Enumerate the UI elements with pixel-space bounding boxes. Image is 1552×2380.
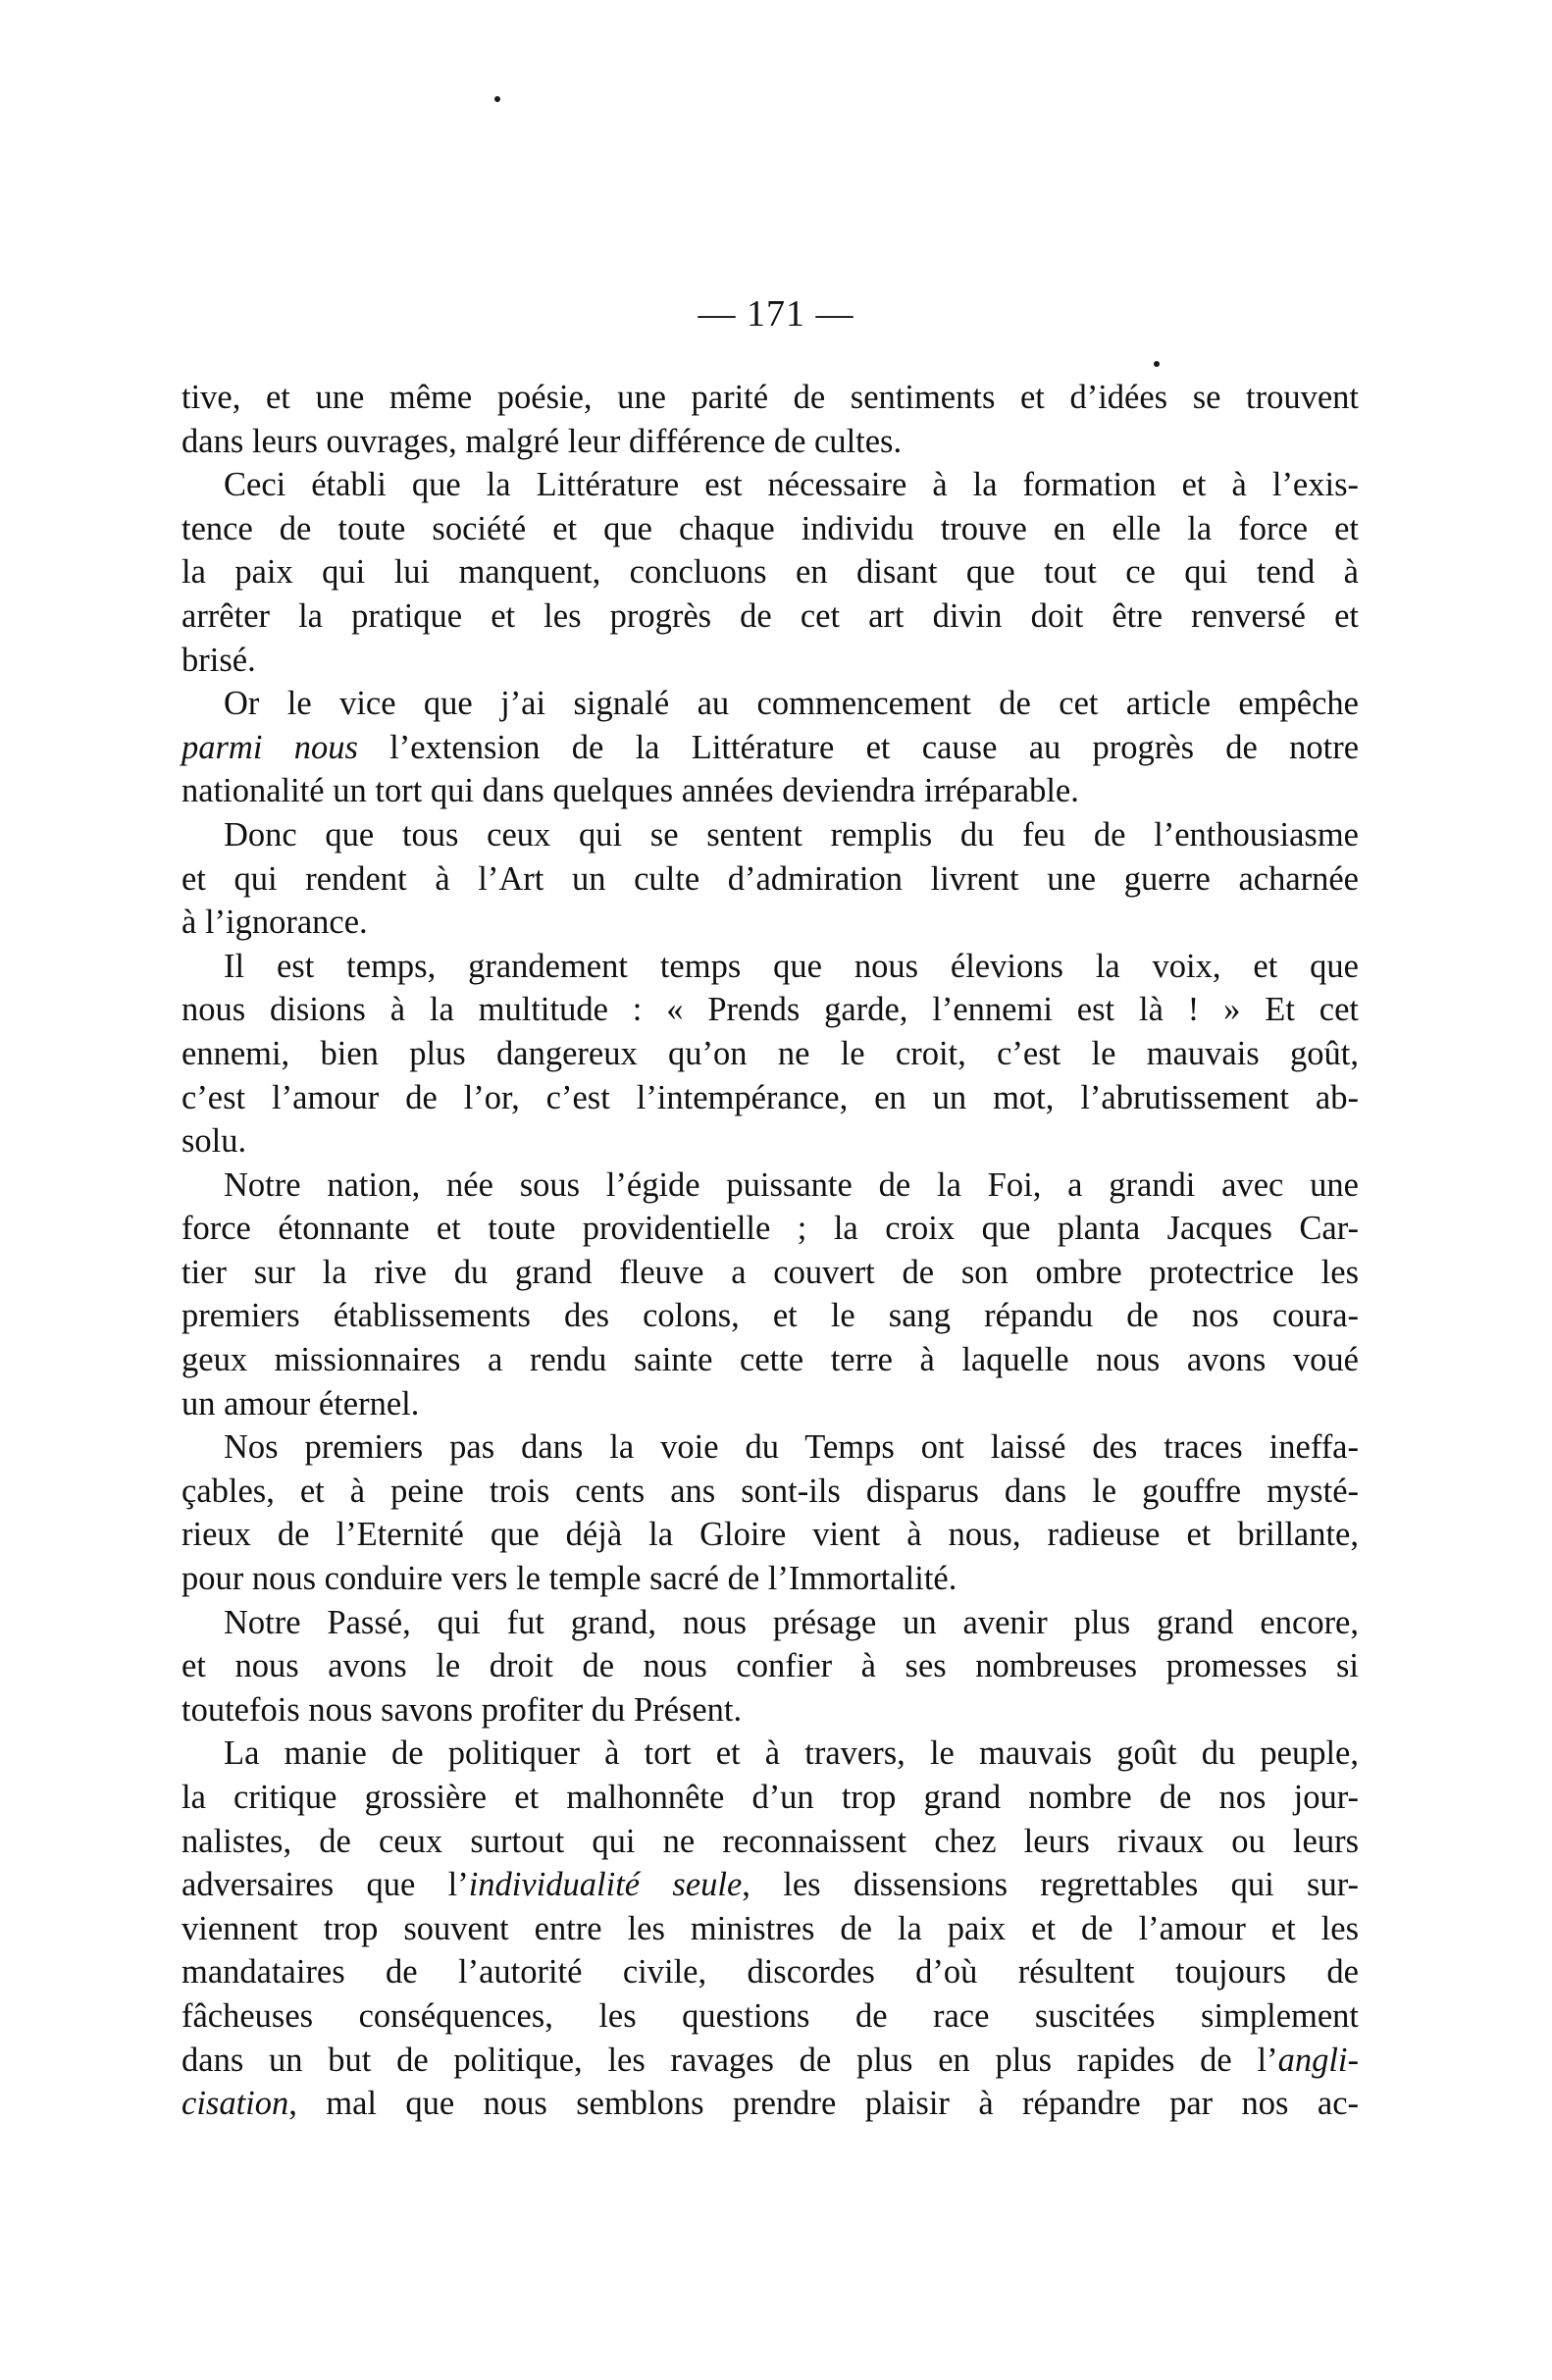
text-line: tive, et une même poésie, une parité de sentiments et d’idées se trouvent bbox=[181, 379, 1359, 416]
text-line: la paix qui lui manquent, concluons en disant que tout ce qui tend à bbox=[181, 553, 1359, 592]
text-line: geux missionnaires a rendu sainte cette terre à laquelle nous avons voué bbox=[181, 1341, 1359, 1379]
text-line: brisé. bbox=[181, 641, 256, 679]
text-line: tence de toute société et que chaque individu trouve en elle la force et bbox=[181, 509, 1359, 547]
text-line: dans leurs ouvrages, malgré leur différence de cultes. bbox=[181, 422, 903, 460]
text-line: Donc que tous ceux qui se sentent remplis du feu de l’enthousiasme bbox=[224, 815, 1359, 854]
text-line: Or le vice que j’ai signalé au commencement de cet article empêche bbox=[224, 685, 1359, 723]
text-line: c’est l’amour de l’or, c’est l’intempérance, en un mot, l’abrutissement ab- bbox=[181, 1078, 1359, 1116]
text-line: nalistes, de ceux surtout qui ne reconnaissent chez leurs rivaux ou leurs bbox=[181, 1822, 1359, 1860]
text-line: ennemi, bien plus dangereux qu’on ne le croit, c’est le mauvais goût, bbox=[181, 1034, 1359, 1072]
text-line: pour nous conduire vers le temple sacré de l’Immortalité. bbox=[181, 1560, 957, 1598]
text-line: nationalité un tort qui dans quelques années deviendra irréparable. bbox=[181, 772, 1079, 810]
text-line: à l’ignorance. bbox=[181, 904, 368, 942]
text-line: viennent trop souvent entre les ministres de la paix et de l’amour et les bbox=[181, 1909, 1359, 1947]
text-line: la critique grossière et malhonnête d’un trop grand nombre de nos jour- bbox=[181, 1779, 1359, 1816]
italic-phrase: individualité seule bbox=[468, 1866, 743, 1904]
text-line: fâcheuses conséquences, les questions de race suscitées simplement bbox=[181, 1996, 1359, 2035]
text-line: arrêter la pratique et les progrès de cet art divin doit être renversé et bbox=[181, 596, 1359, 635]
text-line: Notre Passé, qui fut grand, nous présage un avenir plus grand encore, bbox=[224, 1603, 1359, 1641]
italic-phrase: angli- bbox=[1277, 2041, 1359, 2079]
text-line: force étonnante et toute providentielle ; la croix que planta Jacques Car- bbox=[181, 1210, 1359, 1248]
text-line: Nos premiers pas dans la voie du Temps ont laissé des traces ineffa- bbox=[224, 1428, 1359, 1467]
text-line-with-italic: parmi nous l’extension de la Littérature et cause au progrès de notre bbox=[181, 728, 1360, 766]
ink-speck-right bbox=[1154, 361, 1160, 367]
italic-phrase: cisation bbox=[181, 2085, 289, 2123]
text-line: et qui rendent à l’Art un culte d’admiration livrent une guerre acharnée bbox=[181, 859, 1359, 898]
text-line: Il est temps, grandement temps que nous élevions la voix, et que bbox=[224, 947, 1359, 985]
text-line: solu. bbox=[181, 1122, 247, 1161]
text-line: toutefois nous savons profiter du Présent. bbox=[181, 1690, 743, 1729]
body-text bbox=[181, 376, 1359, 2126]
text-line: mandataires de l’autorité civile, discordes d’où résultent toujours de bbox=[181, 1953, 1359, 1992]
ink-speck-top bbox=[494, 96, 500, 102]
text-line-with-italic: dans un but de politique, les ravages de plus en plus rapides de l’angli- bbox=[181, 2041, 1359, 2079]
text-line: nous disions à la multitude : « Prends garde, l’ennemi est là ! » Et cet bbox=[181, 991, 1359, 1029]
italic-phrase: parmi nous bbox=[181, 728, 358, 766]
text-line-with-italic: adversaires que l’individualité seule, les dissensions regrettables qui sur- bbox=[181, 1866, 1359, 1904]
text-line: premiers établissements des colons, et le sang répandu de nos coura- bbox=[181, 1297, 1359, 1335]
text-line: un amour éternel. bbox=[181, 1384, 420, 1423]
page-number: — 171 — bbox=[698, 293, 854, 335]
text-line: rieux de l’Eternité que déjà la Gloire vient à nous, radieuse et brillante, bbox=[181, 1516, 1359, 1554]
text-line: et nous avons le droit de nous confier à ses nombreuses promesses si bbox=[181, 1647, 1359, 1685]
text-line-with-italic: cisation, mal que nous semblons prendre plaisir à répandre par nos ac- bbox=[181, 2085, 1359, 2123]
text-line: çables, et à peine trois cents ans sont-ils disparus dans le gouffre mysté- bbox=[181, 1472, 1359, 1510]
text-line: Ceci établi que la Littérature est nécessaire à la formation et à l’exis- bbox=[224, 466, 1359, 504]
text-line: tier sur la rive du grand fleuve a couvert de son ombre protectrice les bbox=[181, 1253, 1359, 1291]
text-line: La manie de politiquer à tort et à travers, le mauvais goût du peuple, bbox=[224, 1734, 1359, 1773]
text-line: Notre nation, née sous l’égide puissante de la Foi, a grandi avec une bbox=[224, 1165, 1359, 1204]
